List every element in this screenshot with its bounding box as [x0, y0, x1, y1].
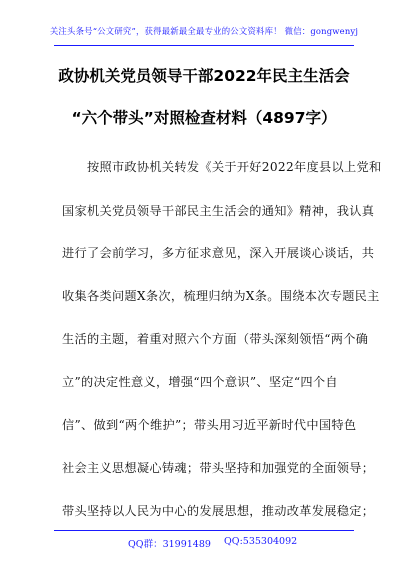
footer-divider — [54, 530, 354, 531]
footer-qq-contact: QQ:535304092 — [224, 536, 298, 547]
body-line-5: 生活的主题，着重对照六个方面（带头深刻领悟“两个确 — [62, 332, 369, 346]
body-line-7: 信”、做到“两个维护”；带头用习近平新时代中国特色 — [62, 418, 357, 432]
body-line-1: 按照市政协机关转发《关于开好2022年度县以上党和 — [62, 160, 382, 174]
body-line-9: 带头坚持以人民为中心的发展思想，推动改革发展稳定； — [62, 504, 375, 518]
header-notice: 关注头条号“公文研究”，获得最新最全最专业的公文资料库！ 微信：gongwenyj — [49, 26, 359, 36]
body-line-6: 立”的决定性意义，增强“四个意识”、坚定“四个自 — [62, 375, 338, 389]
body-line-4: 收集各类问题X条次，梳理归纳为X条。围绕本次专题民主 — [62, 289, 380, 303]
document-title-line-2: “六个带头”对照检查材料（4897字） — [71, 109, 337, 127]
body-line-3: 进行了会前学习，多方征求意见，深入开展谈心谈话，共 — [62, 246, 375, 260]
footer-qq-group: QQ群：31991489 — [128, 539, 211, 550]
document-title-line-1: 政协机关党员领导干部2022年民主生活会 — [58, 67, 350, 85]
header-divider — [54, 45, 354, 46]
body-line-2: 国家机关党员领导干部民主生活会的通知》精神，我认真 — [62, 204, 375, 218]
body-line-8: 社会主义思想凝心铸魂；带头坚持和加强党的全面领导； — [62, 461, 375, 475]
